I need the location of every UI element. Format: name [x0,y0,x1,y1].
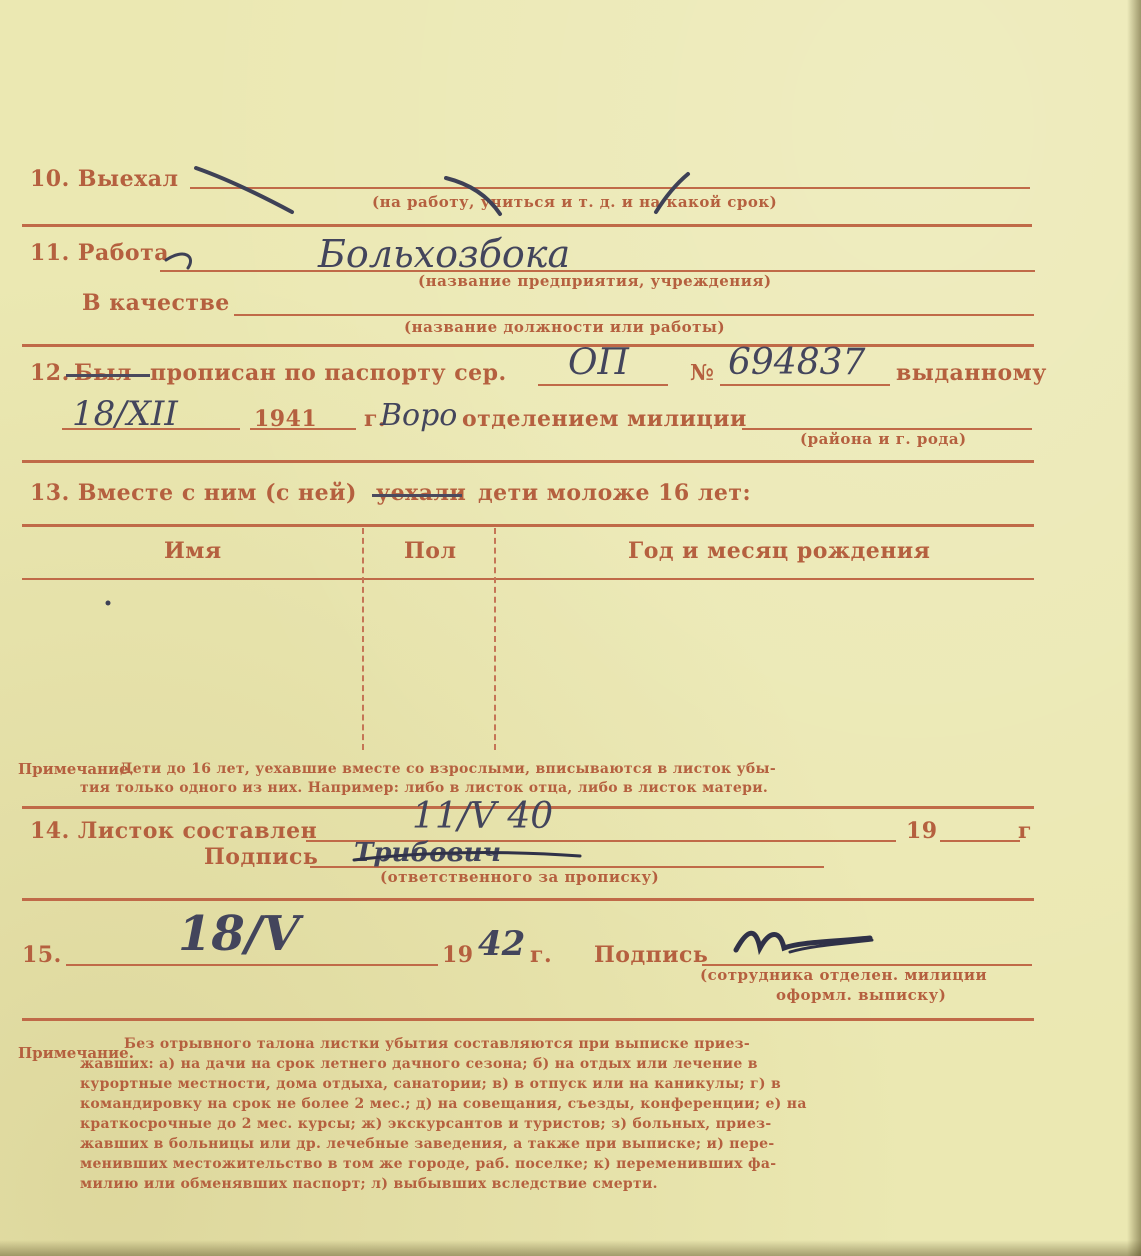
field-13-prefix: 13. Вместе с ним (с ней) [30,480,357,506]
note-1-line-1: Дети до 16 лет, уехавшие вместе со взрослыми, вписываются в листок убы- [120,761,776,777]
table-header-birth: Год и месяц рождения [628,538,931,564]
cross-out-stroke-1 [196,168,292,212]
field-11-position-label: В качестве [82,290,230,316]
field-12-passport-no: 694837 [728,342,866,383]
note-2-line-3: курортные местности, дома отдыха, санатории; в) в отпуск или на каникулы; г) в [80,1076,782,1092]
note-2-line-1: Без отрывного талона листки убытия составляются при выписке приез- [124,1036,751,1052]
field-12-date: 18/XII [72,394,178,434]
field-13-struck-word: уехали [376,480,467,506]
note-1-head: Примечание. [18,760,134,778]
note-2-line-4: командировку на срок не более 2 мес.; д) на совещания, съезды, конференции; е) на [80,1096,807,1112]
field-12-no-label: № [690,360,715,386]
underline-stroke [166,254,191,268]
note-2-line-7: менивших местожительство в том же городе, раб. поселке; к) переменивших фа- [80,1156,777,1172]
field-15-date: 18/V [178,906,300,962]
note-2-line-8: милию или обменявших паспорт; л) выбывших вследствие смерти. [80,1176,658,1192]
paper-edge-shadow [0,1240,1141,1256]
field-12-city: Воро [380,398,458,433]
field-14-date: 11/V 40 [412,796,554,837]
field-12-year: 1941 [254,406,318,432]
field-12-caption: (района и г. рода) [800,430,967,448]
field-15-caption-1: (сотрудника отделен. милиции [700,966,988,984]
cross-out-stroke-2 [446,178,500,214]
field-14-sign-label: Подпись [204,844,319,870]
cross-out-stroke-3 [656,174,688,212]
field-14-caption: (ответственного за прописку) [380,868,660,886]
field-15-year-value: 42 [478,924,526,964]
paper-edge-shadow [1127,0,1141,1256]
field-12-series: ОП [568,342,629,383]
field-15-g-label: г. [530,942,553,968]
ink-dot [106,601,111,606]
table-header-name: Имя [164,538,222,564]
note-2-line-2: жавших: а) на дачи на срок летнего дачного сезона; б) на отдых или лечение в [80,1056,758,1072]
field-11-label: 11. Работа [30,240,169,266]
field-13-suffix: дети моложе 16 лет: [478,480,752,506]
field-15-sign-label: Подпись [594,942,709,968]
field-15-year: 19 [442,942,474,968]
field-12-g-label: г. [364,406,387,432]
note-1-line-2: тия только одного из них. Например: либо в листок отца, либо в листок матери. [80,780,769,796]
field-14-label: 14. Листок составлен [30,818,318,844]
field-11-value: Больхозбока [318,232,571,276]
field-15-number: 15. [22,942,62,968]
field-14-signature: Трибович [354,838,502,868]
note-2-head: Примечание. [18,1044,134,1062]
field-12-dept-label: отделением милиции [462,406,747,432]
field-10-label: 10. Выехал [30,166,179,192]
field-11-caption: (название предприятия, учреждения) [418,272,772,290]
note-2-line-6: жавших в больницы или др. лечебные заведения, а также при выписке; и) пере- [80,1136,775,1152]
field-14-year-prefix: 19 [906,818,938,844]
field-15-caption-2: оформл. выписку) [776,986,947,1004]
field-12-number: 12. [30,360,70,386]
field-11-position-caption: (название должности или работы) [404,318,726,336]
signature-14-stroke [354,853,580,860]
field-14-year-suffix: г [1018,818,1032,844]
table-header-sex: Пол [404,538,457,564]
field-10-caption: (на работу, учиться и т. д. и на какой срок) [372,193,778,211]
field-12-text: прописан по паспорту сер. [150,360,507,386]
field-12-struck-word: Был [74,360,132,386]
note-2-line-5: краткосрочные до 2 мес. курсы; ж) экскурсантов и туристов; з) больных, приез- [80,1116,772,1132]
field-12-issued-label: выданному [896,360,1047,386]
